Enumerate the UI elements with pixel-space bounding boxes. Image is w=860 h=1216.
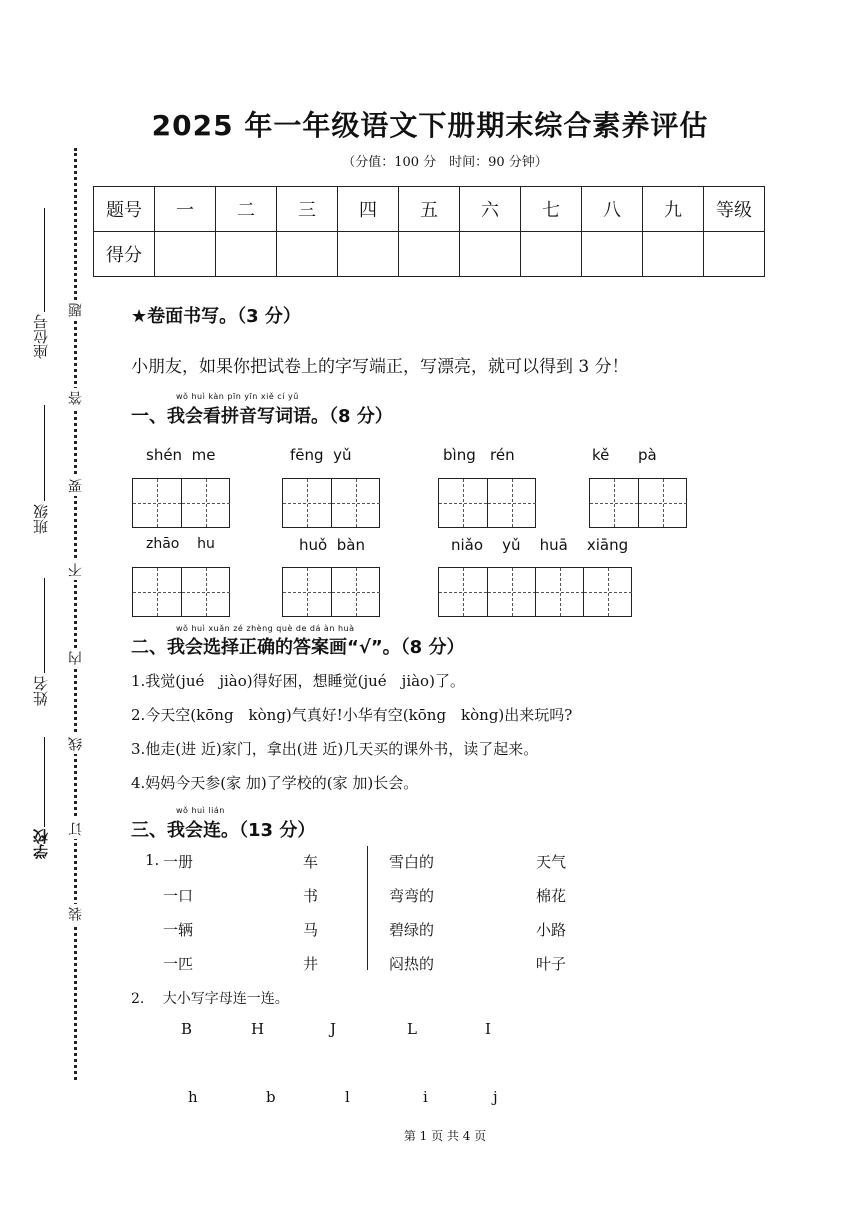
lowercase-letter[interactable]: h xyxy=(188,1088,198,1106)
seat-blank[interactable] xyxy=(44,208,45,312)
section2-ruby: wǒ huì xuǎn zé zhèng què de dá àn huà xyxy=(176,624,355,633)
pinyin-prompt: shén me xyxy=(146,446,216,464)
uppercase-letter[interactable]: B xyxy=(181,1020,193,1038)
binding-char: 要 xyxy=(66,476,86,496)
match-item[interactable]: 一册 xyxy=(163,853,194,871)
match-item[interactable]: 天气 xyxy=(536,853,567,871)
section1-ruby: wǒ huì kàn pīn yīn xiě cí yǔ xyxy=(176,392,299,401)
choice-question: 2.今天空(kōng kòng)气真好!小华有空(kōng kòng)出来玩吗? xyxy=(131,706,573,724)
writing-grid[interactable] xyxy=(282,478,380,528)
writing-grid[interactable] xyxy=(132,567,230,617)
header-cell: 七 xyxy=(521,187,582,232)
match-item[interactable]: 小路 xyxy=(536,921,567,939)
match-item[interactable]: 马 xyxy=(303,921,319,939)
choice-question: 4.妈妈今天参(家 加)了学校的(家 加)长会。 xyxy=(131,774,419,792)
lowercase-letter[interactable]: j xyxy=(493,1088,498,1106)
writing-grid[interactable] xyxy=(438,478,536,528)
school-label: 学校 xyxy=(32,829,50,859)
letters-instruction: 2. 大小写字母连一连。 xyxy=(131,991,289,1007)
match-item[interactable]: 一辆 xyxy=(163,921,194,939)
section2-heading: 二、我会选择正确的答案画“√”。（8 分） xyxy=(131,637,465,658)
score-cell[interactable] xyxy=(338,232,399,277)
school-blank[interactable] xyxy=(44,737,45,827)
header-cell: 八 xyxy=(582,187,643,232)
match-item[interactable]: 井 xyxy=(303,955,319,973)
name-blank[interactable] xyxy=(44,578,45,673)
binding-char: 内 xyxy=(66,648,86,668)
uppercase-letter[interactable]: H xyxy=(251,1020,265,1038)
score-cell[interactable] xyxy=(643,232,704,277)
pinyin-prompt: fēng yǔ xyxy=(290,446,352,464)
section3-heading: 三、我会连。（13 分） xyxy=(131,820,316,841)
lowercase-letter[interactable]: b xyxy=(266,1088,276,1106)
binding-char: 装 xyxy=(66,904,86,924)
match-item[interactable]: 一匹 xyxy=(163,955,194,973)
section1-heading: 一、我会看拼音写词语。（8 分） xyxy=(131,406,393,427)
pinyin-prompt: niǎo yǔ huā xiāng xyxy=(451,536,629,554)
match-item[interactable]: 弯弯的 xyxy=(389,887,435,905)
binding-char: 答 xyxy=(66,388,86,408)
class-label: 班级 xyxy=(32,504,50,534)
handwriting-text: 小朋友，如果你把试卷上的字写端正，写漂亮，就可以得到 3 分！ xyxy=(131,357,629,377)
writing-grid[interactable] xyxy=(589,478,687,528)
uppercase-letter[interactable]: L xyxy=(407,1020,417,1038)
header-cell: 九 xyxy=(643,187,704,232)
name-label: 姓名 xyxy=(32,676,50,706)
uppercase-letter[interactable]: J xyxy=(330,1020,337,1038)
lowercase-letter[interactable]: i xyxy=(423,1088,428,1106)
score-cell[interactable] xyxy=(277,232,338,277)
score-cell[interactable] xyxy=(460,232,521,277)
writing-grid[interactable] xyxy=(282,567,380,617)
header-cell: 二 xyxy=(216,187,277,232)
match-item[interactable]: 棉花 xyxy=(536,887,567,905)
score-table-score-row xyxy=(94,232,765,277)
binding-char: 题 xyxy=(66,300,86,320)
header-cell: 六 xyxy=(460,187,521,232)
uppercase-letter[interactable]: I xyxy=(485,1020,491,1038)
header-cell: 等级 xyxy=(704,187,765,232)
choice-question: 1.我觉(jué jiào)得好困，想睡觉(jué jiào)了。 xyxy=(131,672,465,690)
section3-ruby: wǒ huì lián xyxy=(176,806,225,815)
header-cell: 题号 xyxy=(94,187,155,232)
binding-char: 订 xyxy=(66,819,86,839)
binding-char: 不 xyxy=(66,560,86,580)
header-cell: 四 xyxy=(338,187,399,232)
binding-char: 线 xyxy=(66,734,86,754)
score-cell[interactable] xyxy=(216,232,277,277)
match-item[interactable]: 一口 xyxy=(163,887,194,905)
page-subtitle: （分值：100 分 时间：90 分钟） xyxy=(342,155,548,170)
score-cell[interactable] xyxy=(582,232,643,277)
seat-label: 座位号 xyxy=(32,314,50,359)
match-item[interactable]: 闷热的 xyxy=(389,955,435,973)
pinyin-prompt: huǒ bàn xyxy=(299,536,365,554)
writing-grid[interactable] xyxy=(132,478,230,528)
header-cell: 三 xyxy=(277,187,338,232)
handwriting-heading: ★卷面书写。（3 分） xyxy=(131,306,301,327)
score-table-header-row xyxy=(94,187,765,232)
match-item[interactable]: 书 xyxy=(303,887,319,905)
score-row-label: 得分 xyxy=(94,232,155,277)
header-cell: 五 xyxy=(399,187,460,232)
class-blank[interactable] xyxy=(44,405,45,501)
match-divider xyxy=(367,846,368,970)
match-item[interactable]: 碧绿的 xyxy=(389,921,435,939)
pinyin-prompt: bìng rén xyxy=(443,446,515,464)
match-part-number: 1. xyxy=(145,851,160,869)
score-cell[interactable] xyxy=(399,232,460,277)
pinyin-prompt: zhāo hu xyxy=(146,536,215,552)
match-item[interactable]: 雪白的 xyxy=(389,853,435,871)
page-footer: 第 1 页 共 4 页 xyxy=(403,1129,487,1143)
writing-grid[interactable] xyxy=(438,567,632,617)
score-cell[interactable] xyxy=(704,232,765,277)
page-title: 2025 年一年级语文下册期末综合素养评估 xyxy=(151,109,709,142)
match-item[interactable]: 叶子 xyxy=(536,955,567,973)
pinyin-prompt: kě pà xyxy=(592,446,657,464)
lowercase-letter[interactable]: l xyxy=(345,1088,350,1106)
header-cell: 一 xyxy=(155,187,216,232)
score-cell[interactable] xyxy=(155,232,216,277)
score-table xyxy=(93,186,765,277)
score-cell[interactable] xyxy=(521,232,582,277)
choice-question: 3.他走(进 近)家门，拿出(进 近)几天买的课外书，读了起来。 xyxy=(131,740,539,758)
match-item[interactable]: 车 xyxy=(303,853,319,871)
binding-dotted-line xyxy=(74,148,77,1080)
